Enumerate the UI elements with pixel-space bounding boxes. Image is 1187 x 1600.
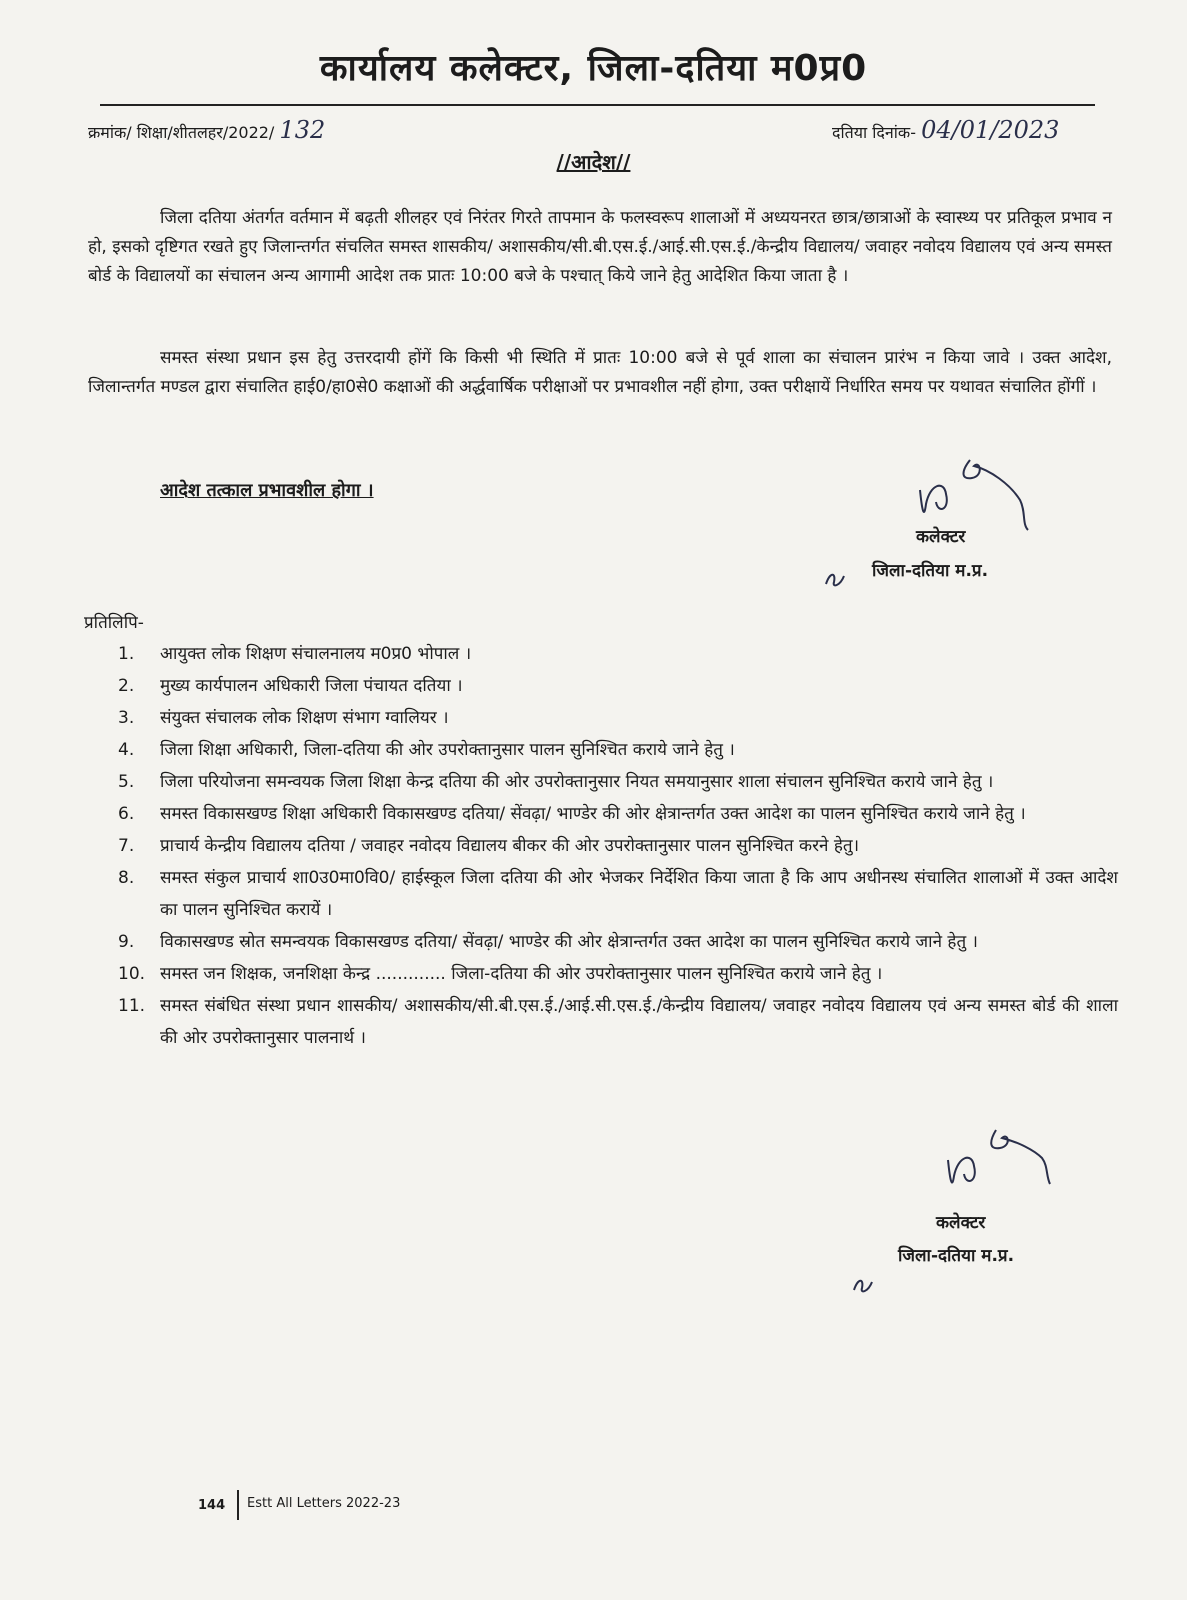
date-line bbox=[832, 116, 1059, 144]
signature-2-office: जिला-दतिया म.प्र. bbox=[898, 1246, 1015, 1266]
copy-item-number: 11. bbox=[118, 996, 146, 1016]
signature-1-designation: कलेक्टर bbox=[916, 527, 966, 547]
signature-2-designation: कलेक्टर bbox=[936, 1213, 986, 1233]
copy-item-number: 5. bbox=[118, 772, 135, 792]
footer-text: Estt All Letters 2022-23 bbox=[247, 1496, 401, 1511]
effect-line: आदेश तत्काल प्रभावशील होगा । bbox=[160, 480, 374, 501]
order-paragraph-1: जिला दतिया अंतर्गत वर्तमान में बढ़ती शीलहर एवं निरंतर गिरते तापमान के फलस्वरूप शालाओं में अध्ययनरत छात्र/छात्राओं के स्वास्थ्य पर प्रतिकूल प्रभाव न हो, इसको दृष्टिगत रखते हुए जिलान्तर्गत संचलित समस्त शासकीय/ अशासकीय/सी.बी.एस.ई./आई.सी.एस.ई./केन्द्रीय विद्यालय/ जवाहर नवोदय विद्यालय एवं अन्य समस्त बोर्ड के विद्यालयों का संचालन अन्य आगामी आदेश तक प्रातः 10:00 बजे के पश्चात् किये जाने हेतु आदेशित किया जाता है । bbox=[88, 208, 1112, 286]
office-heading: कार्यालय कलेक्टर, जिला-दतिया म0प्र0 bbox=[319, 48, 868, 89]
initial-mark-1 bbox=[818, 562, 858, 592]
copy-item bbox=[118, 734, 1118, 766]
copy-item-text: जिला शिक्षा अधिकारी, जिला-दतिया की ओर उपरोक्तानुसार पालन सुनिश्चित कराये जाने हेतु । bbox=[160, 740, 735, 760]
order-paragraph-2: समस्त संस्था प्रधान इस हेतु उत्तरदायी होंगें कि किसी भी स्थिति में प्रातः 10:00 बजे से पूर्व शाला का संचालन प्रारंभ न किया जावे । उक्त आदेश, जिलान्तर्गत मण्डल द्वारा संचालित हाई0/हा0से0 कक्षाओं की अर्द्धवार्षिक परीक्षाओं पर प्रभावशील नहीं होगा, उक्त परीक्षायें निर्धारित समय पर यथावत संचालित होंगीं । bbox=[88, 348, 1112, 397]
copy-item bbox=[118, 670, 1118, 702]
initial-mark-2 bbox=[846, 1268, 886, 1298]
copy-item-number: 4. bbox=[118, 740, 135, 760]
copy-item-text: जिला परियोजना समन्वयक जिला शिक्षा केन्द्र दतिया की ओर उपरोक्तानुसार नियत समयानुसार शाला संचालन सुनिश्चित कराये जाने हेतु । bbox=[160, 772, 994, 792]
reference-number: 132 bbox=[279, 116, 326, 144]
copy-item-number: 2. bbox=[118, 676, 135, 696]
copy-item bbox=[118, 766, 1118, 798]
copy-item-number: 1. bbox=[118, 644, 135, 664]
copy-item-number: 10. bbox=[118, 964, 146, 984]
copy-item bbox=[118, 990, 1118, 1054]
order-title: //आदेश// bbox=[556, 150, 631, 174]
copy-item-text: संयुक्त संचालक लोक शिक्षण संभाग ग्वालियर । bbox=[160, 708, 449, 728]
copy-item-number: 9. bbox=[118, 932, 135, 952]
copy-item-text: प्राचार्य केन्द्रीय विद्यालय दतिया / जवाहर नवोदय विद्यालय बीकर की ओर उपरोक्तानुसार पालन सुनिश्चित करने हेतु। bbox=[160, 836, 860, 856]
copy-item-text: आयुक्त लोक शिक्षण संचालनालय म0प्र0 भोपाल । bbox=[160, 644, 472, 664]
reference-prefix: क्रमांक/ शिक्षा/शीतलहर/2022/ bbox=[88, 123, 275, 142]
footer-divider bbox=[237, 1490, 239, 1520]
heading-rule bbox=[100, 104, 1095, 106]
date-prefix: दतिया दिनांक- bbox=[832, 123, 916, 142]
copy-item bbox=[118, 926, 1118, 958]
copy-item-text: समस्त संबंधित संस्था प्रधान शासकीय/ अशासकीय/सी.बी.एस.ई./आई.सी.एस.ई./केन्द्रीय विद्यालय/ जवाहर नवोदय विद्यालय एवं अन्य समस्त बोर्ड की शाला की ओर उपरोक्तानुसार पालनार्थ । bbox=[160, 996, 1118, 1048]
copy-list bbox=[118, 638, 1118, 1054]
copy-item-number: 7. bbox=[118, 836, 135, 856]
copy-item bbox=[118, 958, 1118, 990]
copy-item bbox=[118, 862, 1118, 926]
copy-item-text: समस्त संकुल प्राचार्य शा0उ0मा0वि0/ हाईस्कूल जिला दतिया की ओर भेजकर निर्देशित किया जाता है कि आप अधीनस्थ संचालित शालाओं में उक्त आदेश का पालन सुनिश्चित करायें । bbox=[160, 868, 1118, 920]
footer-page-number: 144 bbox=[198, 1498, 226, 1513]
copy-item bbox=[118, 830, 1118, 862]
signature-scribble-2 bbox=[930, 1110, 1070, 1210]
copy-item-number: 6. bbox=[118, 804, 135, 824]
copy-item-number: 8. bbox=[118, 868, 135, 888]
copy-item-number: 3. bbox=[118, 708, 135, 728]
copy-item-text: विकासखण्ड स्रोत समन्वयक विकासखण्ड दतिया/ सेंवढ़ा/ भाण्डेर की ओर क्षेत्रान्तर्गत उक्त आदेश का पालन सुनिश्चित कराये जाने हेतु । bbox=[160, 932, 978, 952]
copy-item bbox=[118, 638, 1118, 670]
reference-line bbox=[88, 116, 325, 144]
copy-item-text: समस्त जन शिक्षक, जनशिक्षा केन्द्र ............. जिला-दतिया की ओर उपरोक्तानुसार पालन सुनिश्चित कराये जाने हेतु । bbox=[160, 964, 883, 984]
copy-item-text: मुख्य कार्यपालन अधिकारी जिला पंचायत दतिया । bbox=[160, 676, 463, 696]
copy-label: प्रतिलिपि- bbox=[84, 613, 144, 633]
copy-item bbox=[118, 702, 1118, 734]
copy-item bbox=[118, 798, 1118, 830]
signature-1-office: जिला-दतिया म.प्र. bbox=[872, 561, 989, 581]
copy-item-text: समस्त विकासखण्ड शिक्षा अधिकारी विकासखण्ड दतिया/ सेंवढ़ा/ भाण्डेर की ओर क्षेत्रान्तर्गत उक्त आदेश का पालन सुनिश्चित कराये जाने हेतु । bbox=[160, 804, 1026, 824]
handwritten-date: 04/01/2023 bbox=[921, 116, 1060, 144]
